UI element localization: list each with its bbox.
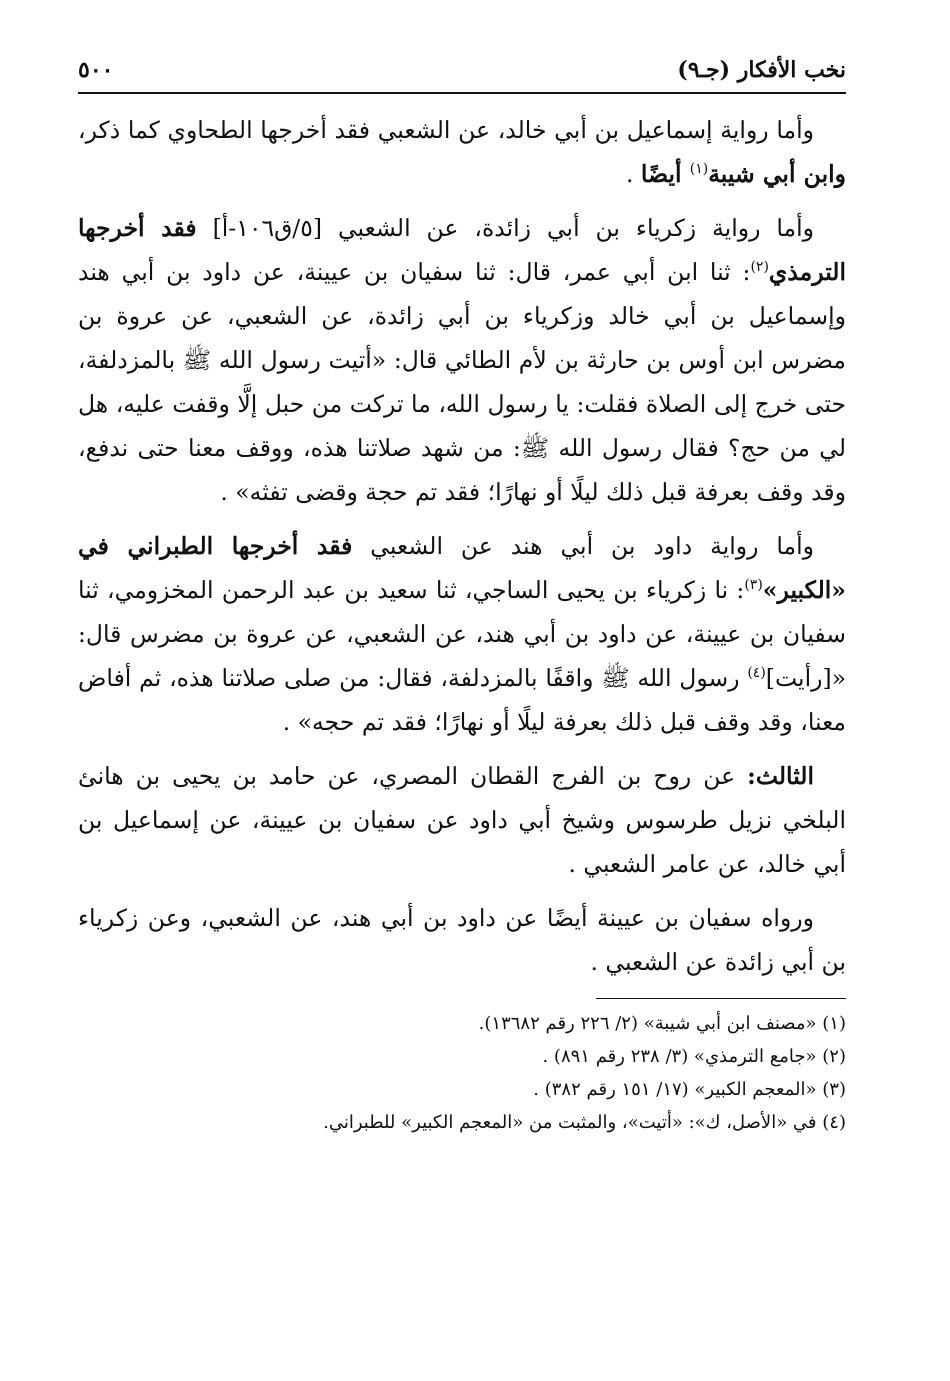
paragraph-2-bold: فقد أخرجها الترمذي <box>78 214 846 286</box>
running-title: نخب الأفكار (جـ٩) <box>677 57 846 83</box>
paragraph-3-text: وأما رواية داود بن أبي هند عن الشعبي <box>352 532 815 560</box>
footnote-2: (٢) «جامع الترمذي» (٣/ ٢٣٨ رقم ٨٩١) . <box>542 1046 846 1067</box>
paragraph-1-text: وأما رواية إسماعيل بن أبي خالد، عن الشعبي فقد أخرجها الطحاوي كما ذكر، <box>78 116 814 144</box>
footnote-ref-3: (٣) <box>744 577 763 594</box>
paragraph-2-rest: : ثنا ابن أبي عمر، قال: ثنا سفيان بن عيينة، عن داود بن أبي هند وإسماعيل بن أبي خالد وزكرياء بن أبي زائدة، عن الشعبي، عن عروة بن مضرس ابن أوس بن حارثة بن لأم الطائي قال: «أتيت رسول الله ﷺ بالمزدلفة، حتى خرج إلى الصلاة فقلت: يا رسول الله، ما تركت من حبل إلَّا وقفت عليه، هل لي من حج؟ فقال رسول الله ﷺ: من شهد صلاتنا هذه، ووقف معنا حتى ندفع، وقد وقف بعرفة قبل ذلك ليلًا أو نهارًا؛ فقد تم حجة وقضى تفثه» . <box>78 258 846 506</box>
paragraph-3-rest: رسول الله ﷺ واقفًا بالمزدلفة، فقال: من صلى صلاتنا هذه، ثم أفاض معنا، وقد وقف قبل ذلك بعرفة ليلًا أو نهارًا؛ فقد تم حجه» . <box>78 664 846 736</box>
paragraph-2 <box>78 206 846 514</box>
paragraph-1-bold-2: أيضًا <box>640 160 690 188</box>
header-divider <box>78 92 846 94</box>
book-page <box>78 52 846 1139</box>
paragraph-4 <box>78 754 846 886</box>
main-text <box>78 108 846 984</box>
footnote-4: (٤) في «الأصل، ك»: «أتيت»، والمثبت من «المعجم الكبير» للطبراني. <box>323 1112 846 1133</box>
paragraph-4-bold: الثالث: <box>747 762 814 790</box>
paragraph-1 <box>78 108 846 196</box>
paragraph-3 <box>78 524 846 744</box>
paragraph-4-text: عن روح بن الفرج القطان المصري، عن حامد بن يحيى بن هانئ البلخي نزيل طرسوس وشيخ أبي داود عن سفيان بن عيينة، عن إسماعيل بن أبي خالد، عن عامر الشعبي . <box>78 762 846 878</box>
paragraph-5-text: ورواه سفيان بن عيينة أيضًا عن داود بن أبي هند، عن الشعبي، وعن زكرياء بن أبي زائدة عن الشعبي . <box>78 904 846 976</box>
paragraph-1-end: . <box>625 160 641 188</box>
footnotes <box>78 1007 846 1139</box>
footnote-divider <box>596 998 846 999</box>
footnote-ref-2: (٢) <box>750 259 769 276</box>
footnote-3: (٣) «المعجم الكبير» (١٧/ ١٥١ رقم ٣٨٢) . <box>533 1079 846 1100</box>
footnote-ref-1: (١) <box>689 161 709 178</box>
paragraph-1-bold: وابن أبي شيبة <box>708 160 846 188</box>
page-number: ٥٠٠ <box>78 57 114 83</box>
paragraph-3-bold: فقد أخرجها الطبراني في «الكبير» <box>78 532 846 604</box>
footnote-1: (١) «مصنف ابن أبي شيبة» (٢/ ٢٢٦ رقم ١٣٦٨٢). <box>478 1013 846 1034</box>
paragraph-3-middle: : نا زكرياء بن يحيى الساجي، ثنا سعيد بن عبد الرحمن المخزومي، ثنا سفيان بن عيينة، عن داود بن أبي هند، عن الشعبي، عن عروة بن مضرس قال: «[رأيت] <box>78 576 846 692</box>
paragraph-5 <box>78 896 846 984</box>
page-header <box>78 52 846 88</box>
footnote-ref-4: (٤) <box>747 665 766 682</box>
paragraph-2-text: وأما رواية زكرياء بن أبي زائدة، عن الشعبي [٥/ق١٠٦-أ] <box>196 214 814 242</box>
